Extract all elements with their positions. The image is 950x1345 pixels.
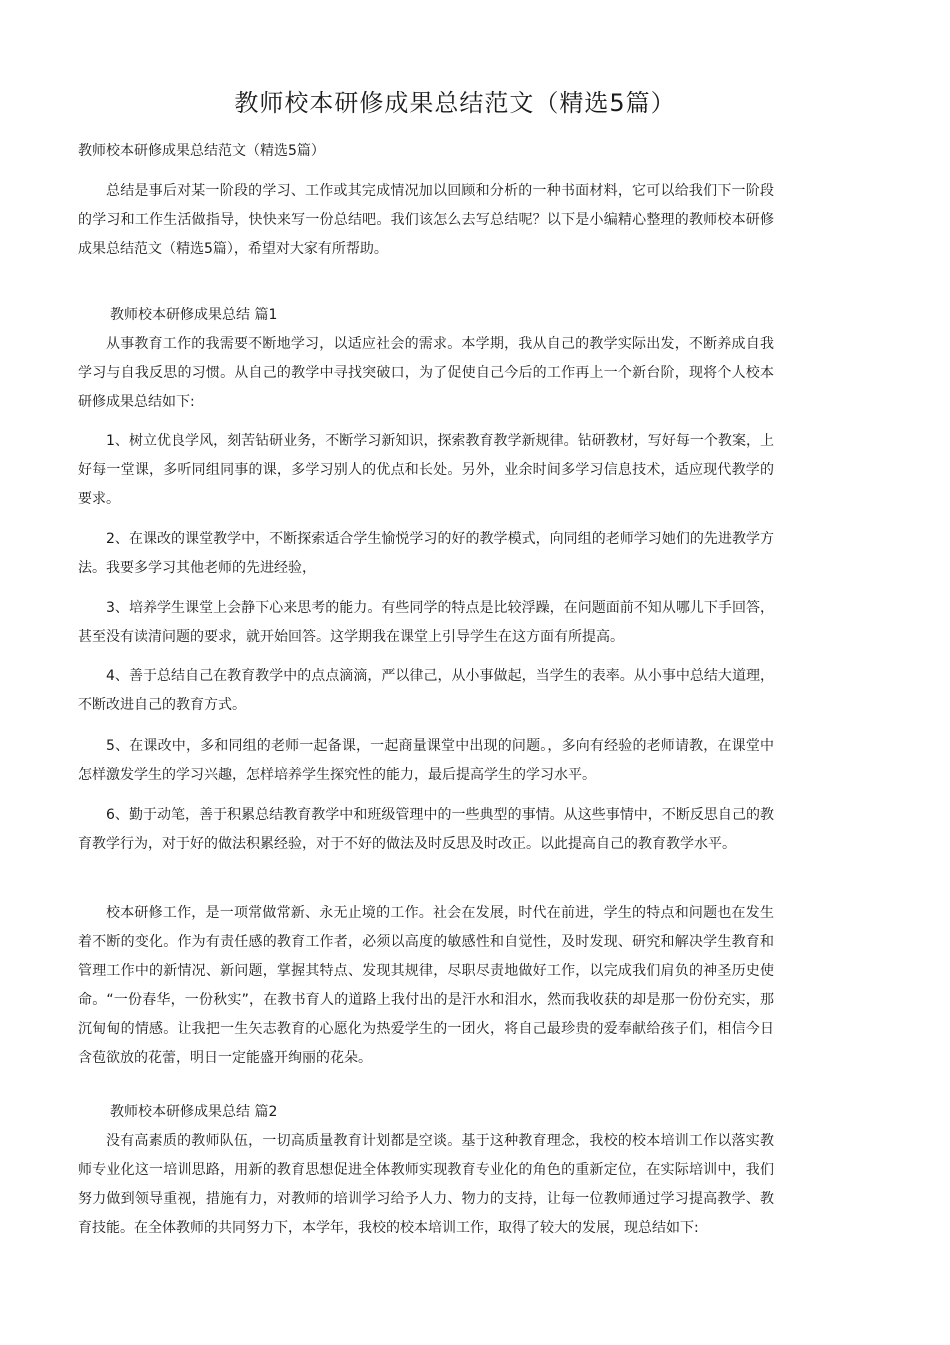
section1-paragraph-0: 从事教育工作的我需要不断地学习，以适应社会的需求。本学期，我从自己的教学实际出发，不断养成自我学习与自我反思的习惯。从自己的教学中寻找突破口，为了促使自己今后的工作再上一个新台阶，现将个人校本研修成果总结如下: [78,336,774,410]
section1-paragraph-6: 6、勤于动笔，善于积累总结教育教学中和班级管理中的一些典型的事情。从这些事情中，不断反思自己的教育教学行为，对于好的做法积累经验，对于不好的做法及时反思及时改正。以此提高自己的教育教学水平。 [78,807,774,852]
section2-paragraph-0: 没有高素质的教师队伍，一切高质量教育计划都是空谈。基于这种教育理念，我校的校本培训工作以落实教师专业化这一培训思路，用新的教育思想促进全体教师实现教育专业化的角色的重新定位，在实际培训中，我们努力做到领导重视，措施有力，对教师的培训学习给予人力、物力的支持，让每一位教师通过学习提高教学、教育技能。在全体教师的共同努力下，本学年，我校的校本培训工作，取得了较大的发展，现总结如下: [78,1133,774,1236]
section1-paragraph-3: 3、培养学生课堂上会静下心来思考的能力。有些同学的特点是比较浮躁，在问题面前不知从哪儿下手回答，甚至没有读清问题的要求，就开始回答。这学期我在课堂上引导学生在这方面有所提高。 [78,600,774,645]
section1-paragraph-4: 4、善于总结自己在教育教学中的点点滴滴，严以律己，从小事做起，当学生的表率。从小事中总结大道理，不断改进自己的教育方式。 [78,668,774,713]
section1-paragraph-5: 5、在课改中，多和同组的老师一起备课，一起商量课堂中出现的问题。，多向有经验的老师请教，在课堂中怎样激发学生的学习兴趣，怎样培养学生探究性的能力，最后提高学生的学习水平。 [78,738,774,783]
document-title: 教师校本研修成果总结范文（精选5篇） [234,89,676,117]
intro-paragraph: 总结是事后对某一阶段的学习、工作或其完成情况加以回顾和分析的一种书面材料，它可以给我们下一阶段的学习和工作生活做指导，快快来写一份总结吧。我们该怎么去写总结呢？以下是小编精心整理的教师校本研修成果总结范文（精选5篇），希望对大家有所帮助。 [78,183,774,257]
section-heading-2: 教师校本研修成果总结 篇2 [110,1104,278,1120]
section-heading-1: 教师校本研修成果总结 篇1 [110,307,278,323]
section1-paragraph-1: 1、树立优良学风，刻苦钻研业务，不断学习新知识，探索教育教学新规律。钻研教材，写好每一个教案，上好每一堂课，多听同组同事的课，多学习别人的优点和长处。另外，业余时间多学习信息技术，适应现代教学的要求。 [78,433,774,507]
section1-paragraph-7: 校本研修工作，是一项常做常新、永无止境的工作。社会在发展，时代在前进，学生的特点和问题也在发生着不断的变化。作为有责任感的教育工作者，必须以高度的敏感性和自觉性，及时发现、研究和解决学生教育和管理工作中的新情况、新问题，掌握其特点、发现其规律，尽职尽责地做好工作，以完成我们肩负的神圣历史使命。“一份春华，一份秋实”，在教书育人的道路上我付出的是汗水和泪水，然而我收获的却是那一份份充实，那沉甸甸的情感。让我把一生矢志教育的心愿化为热爱学生的一团火，将自己最珍贵的爱奉献给孩子们，相信今日含苞欲放的花蕾，明日一定能盛开绚丽的花朵。 [78,905,774,1066]
document-subtitle: 教师校本研修成果总结范文（精选5篇） [78,143,325,159]
section1-paragraph-2: 2、在课改的课堂教学中，不断探索适合学生愉悦学习的好的教学模式，向同组的老师学习她们的先进教学方法。我要多学习其他老师的先进经验， [78,531,774,576]
